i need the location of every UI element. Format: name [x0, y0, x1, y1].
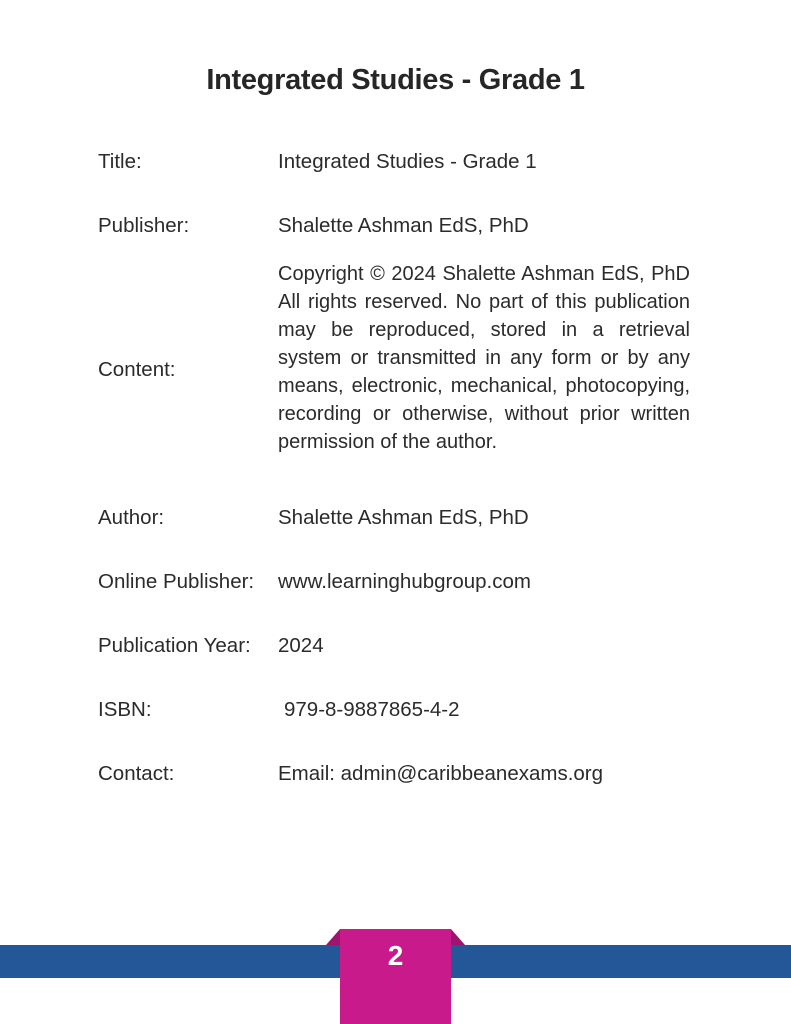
publication-year-label: Publication Year:	[98, 634, 251, 657]
isbn-value: 979-8-9887865-4-2	[284, 698, 460, 721]
page-title: Integrated Studies - Grade 1	[206, 64, 585, 96]
publisher-label: Publisher:	[98, 214, 190, 237]
isbn-label: ISBN:	[98, 698, 152, 721]
online-publisher-link[interactable]: www.learninghubgroup.com	[278, 570, 531, 593]
author-value: Shalette Ashman EdS, PhD	[278, 506, 529, 529]
content-label: Content:	[98, 358, 176, 381]
title-value: Integrated Studies - Grade 1	[278, 150, 537, 173]
contact-label: Contact:	[98, 762, 175, 785]
online-publisher-label: Online Publisher:	[98, 570, 255, 593]
page-number: 2	[387, 940, 404, 971]
page-tab-notch-right	[451, 929, 465, 945]
publication-year-value: 2024	[278, 634, 324, 657]
page-tab-notch-left	[326, 929, 340, 945]
title-label: Title:	[98, 150, 142, 173]
content-value: Copyright © 2024 Shalette Ashman EdS, PhD All rights reserved. No part of this publication may be reproduced, stored in a retrieval system or transmitted in any form or by any means, electronic, mechanical, photocopying, recording or otherwise, without prior written permission of the author.	[278, 263, 690, 453]
publisher-value: Shalette Ashman EdS, PhD	[278, 214, 529, 237]
author-label: Author:	[98, 506, 165, 529]
contact-email[interactable]: Email: admin@caribbeanexams.org	[278, 762, 604, 785]
